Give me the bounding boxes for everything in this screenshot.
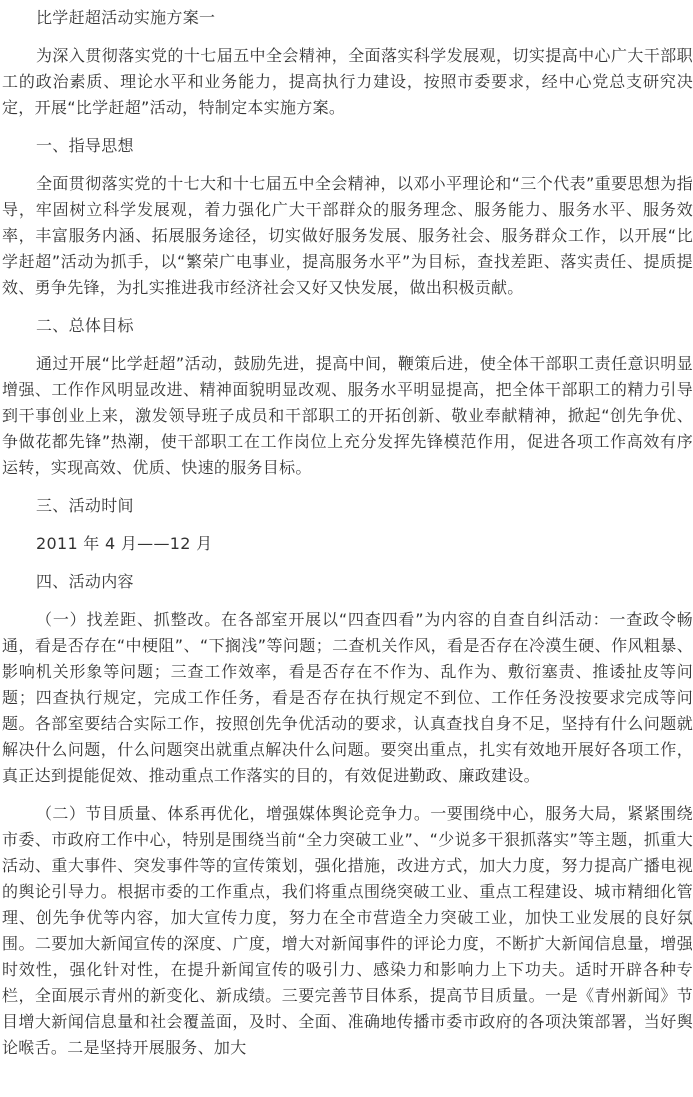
document-title: 比学赶超活动实施方案一 xyxy=(36,8,216,27)
section-heading-guiding-ideology: 一、指导思想 xyxy=(36,136,134,155)
section-heading-activity-content: 四、活动内容 xyxy=(36,572,134,591)
paragraph-overall-goal: 通过开展“比学赶超”活动，鼓励先进，提高中间，鞭策后进，使全体干部职工责任意识明显增强、工作作风明显改进、精神面貌明显改观、服务水平明显提高，把全体干部职工的精力引导到干事创业上来，激发领导班子成员和干部职工的开拓创新、敬业奉献精神，掀起“创先争优、争做花都先锋”热潮，使干部职工在工作岗位上充分发挥先锋模范作用，促进各项工作高效有序运转，实现高效、优质、快速的服务目标。 xyxy=(2,354,693,477)
paragraph-activity-time: 2011 年 4 月——12 月 xyxy=(36,534,213,553)
paragraph-intro: 为深入贯彻落实党的十七届五中全会精神，全面落实科学发展观，切实提高中心广大干部职工的政治素质、理论水平和业务能力，提高执行力建设，按照市委要求，经中心党总支研究决定，开展“比学赶超”活动，特制定本实施方案。 xyxy=(2,46,693,117)
paragraph-content-item-2: （二）节目质量、体系再优化，增强媒体舆论竞争力。一要围绕中心，服务大局，紧紧围绕市委、市政府工作中心，特别是围绕当前“全力突破工业”、“少说多干狠抓落实”等主题，抓重大活动、重大事件、突发事件等的宣传策划，强化措施，改进方式，加大力度，努力提高广播电视的舆论引导力。根据市委的工作重点，我们将重点围绕突破工业、重点工程建设、城市精细化管理、创先争优等内容，加大宣传力度，努力在全市营造全力突破工业，加快工业发展的良好氛围。二要加大新闻宣传的深度、广度，增大对新闻事件的评论力度，不断扩大新闻信息量，增强时效性，强化针对性，在提升新闻宣传的吸引力、感染力和影响力上下功夫。适时开辟各种专栏，全面展示青州的新变化、新成绩。三要完善节目体系，提高节目质量。一是《青州新闻》节目增大新闻信息量和社会覆盖面，及时、全面、准确地传播市委市政府的各项決策部署，当好舆论喉舌。二是坚持开展服务、加大 xyxy=(2,804,693,1057)
paragraph-content-item-1: （一）找差距、抓整改。在各部室开展以“四查四看”为内容的自查自纠活动：一查政令畅通，看是否存在“中梗阻”、“下搁浅”等问题；二查机关作风，看是否存在冷漠生硬、作风粗暴、影响机关形象等问题；三查工作效率，看是否存在不作为、乱作为、敷衍塞责、推诿扯皮等问题；四查执行规定，完成工作任务，看是否存在执行规定不到位、工作任务没按要求完成等问题。各部室要结合实际工作，按照创先争优活动的要求，认真查找自身不足，坚持有什么问题就解决什么问题，什么问题突出就重点解决什么问题。要突出重点，扎实有效地开展好各项工作，真正达到提能促效、推动重点工作落实的目的，有效促进勤政、廉政建设。 xyxy=(2,610,693,785)
section-heading-activity-time: 三、活动时间 xyxy=(36,496,134,515)
paragraph-guiding-ideology: 全面贯彻落实党的十七大和十七届五中全会精神，以邓小平理论和“三个代表”重要思想为指导，牢固树立科学发展观，着力强化广大干部群众的服务理念、服务能力、服务水平、服务效率，丰富服务内涵、拓展服务途径，切实做好服务发展、服务社会、服务群众工作，以开展“比学赶超”活动为抓手，以“繁荣广电事业，提高服务水平”为目标，查找差距、落实责任、提质提效、勇争先锋，为扎实推进我市经济社会又好又快发展，做出积极贡献。 xyxy=(2,174,693,297)
section-heading-overall-goal: 二、总体目标 xyxy=(36,316,134,335)
